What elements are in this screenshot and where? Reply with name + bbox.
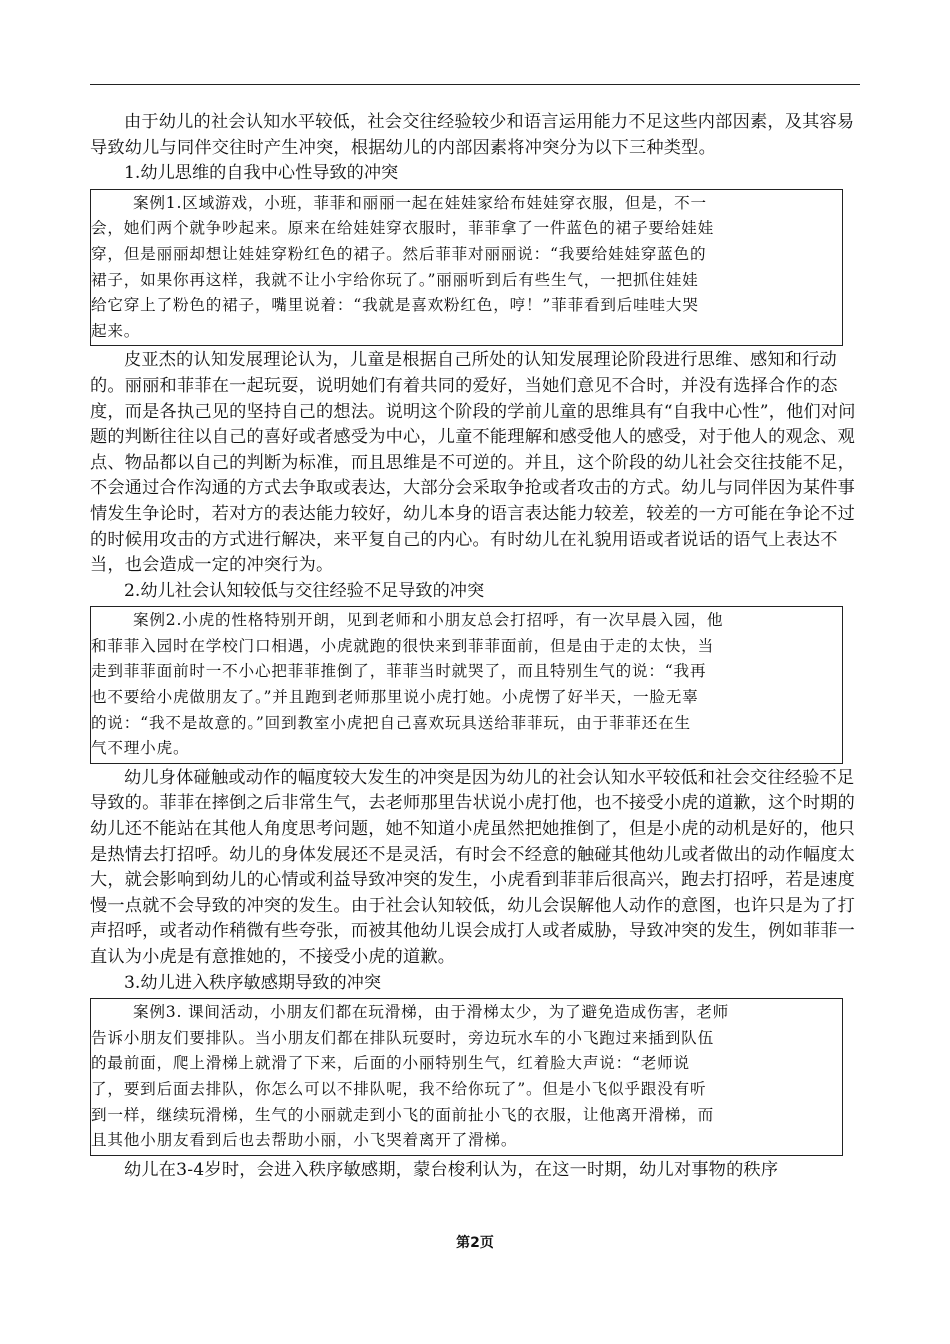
case3-line: 到一样，继续玩滑梯，生气的小丽就走到小飞的面前扯小飞的衣服，让他离开滑梯，而 (91, 1105, 714, 1124)
case2-line: 气不理小虎。 (91, 739, 190, 758)
analysis-paragraph-2: 幼儿身体碰触或动作的幅度较大发生的冲突是因为幼儿的社会认知水平较低和社会交往经验不足导致的。菲菲在摔倒之后非常生气，去老师那里告状说小虎打他，也不接受小虎的道歉，这个时期的幼儿还不能站在其他人角度思考问题，她不知道小虎虽然把她推倒了，但是小虎的动机是好的，他只是热情去打招呼。幼儿的身体发展还不是灵活，有时会不经意的触碰其他幼儿或者做出的动作幅度太大，就会影响到幼儿的心情或利益导致冲突的发生，小虎看到菲菲后很高兴，跑去打招呼，若是速度慢一点就不会导致的冲突的发生。由于社会认知较低，幼儿会误解他人动作的意图，也许只是为了打声招呼，或者动作稍微有些夸张，而被其他幼儿误会成打人或者威胁，导致冲突的发生，例如菲菲一直认为小虎是有意推她的，不接受小虎的道歉。 (90, 767, 856, 967)
analysis-paragraph-3: 幼儿在3-4岁时，会进入秩序敏感期，蒙台梭利认为，在这一时期，幼儿对事物的秩序 (124, 1159, 779, 1180)
case1-line: 裙子，如果你再这样，我就不让小宇给你玩了。”丽丽听到后有些生气，一把抓住娃娃 (91, 270, 699, 289)
case2-line: 案例2.小虎的性格特别开朗，见到老师和小朋友总会打招呼，有一次早晨入园，他 (133, 611, 724, 630)
case-box-1 (90, 189, 843, 347)
case3-line: 且其他小朋友看到后也去帮助小丽，小飞哭着离开了滑梯。 (91, 1131, 518, 1150)
case-box-3 (90, 998, 843, 1156)
case2-line: 的说：“我不是故意的。”回到教室小虎把自己喜欢玩具送给菲菲玩，由于菲菲还在生 (91, 713, 691, 732)
header-rule (90, 84, 860, 85)
page-number: 第2页 (456, 1235, 494, 1251)
section-heading-2: 2.幼儿社会认知较低与交往经验不足导致的冲突 (124, 580, 485, 601)
case3-line: 案例3. 课间活动，小朋友们都在玩滑梯，由于滑梯太少，为了避免造成伤害，老师 (133, 1003, 730, 1022)
case1-line: 给它穿上了粉色的裙子，嘴里说着：“我就是喜欢粉红色，哼！”菲菲看到后哇哇大哭 (91, 296, 699, 315)
case2-line: 也不要给小虎做朋友了。”并且跑到老师那里说小虎打她。小虎愣了好半天，一脸无辜 (91, 688, 699, 707)
page-body (90, 110, 870, 1183)
case2-line: 走到菲菲面前时一不小心把菲菲推倒了，菲菲当时就哭了，而且特别生气的说：“我再 (91, 662, 707, 681)
intro-paragraph: 由于幼儿的社会认知水平较低，社会交往经验较少和语言运用能力不足这些内部因素，及其容易导致幼儿与同伴交往时产生冲突，根据幼儿的内部因素将冲突分为以下三种类型。 (90, 112, 855, 158)
case-box-2 (90, 606, 843, 764)
analysis-paragraph-1: 皮亚杰的认知发展理论认为，儿童是根据自己所处的认知发展理论阶段进行思维、感知和行动的。丽丽和菲菲在一起玩耍，说明她们有着共同的爱好，当她们意见不合时，并没有选择合作的态度，而是各执己见的坚持自己的想法。说明这个阶段的学前儿童的思维具有“自我中心性”，他们对问题的判断往往以自己的喜好或者感受为中心，儿童不能理解和感受他人的感受，对于他人的观念、观点、物品都以自己的判断为标准，而且思维是不可逆的。并且，这个阶段的幼儿社会交往技能不足，不会通过合作沟通的方式去争取或表达，大部分会采取争抢或者攻击的方式。幼儿与同伴因为某件事情发生争论时，若对方的表达能力较好，幼儿本身的语言表达能力较差，较差的一方可能在争论不过的时候用攻击的方式进行解决，来平复自己的内心。有时幼儿在礼貌用语或者说话的语气上表达不当，也会造成一定的冲突行为。 (90, 350, 856, 576)
case3-line: 的最前面，爬上滑梯上就滑了下来，后面的小丽特别生气，红着脸大声说：“老师说 (91, 1054, 690, 1073)
section-heading-1: 1.幼儿思维的自我中心性导致的冲突 (124, 163, 399, 184)
case1-line: 会，她们两个就争吵起来。原来在给娃娃穿衣服时，菲菲拿了一件蓝色的裙子要给娃娃 (91, 219, 714, 238)
case3-line: 了，要到后面去排队，你怎么可以不排队呢，我不给你玩了”。但是小飞似乎跟没有听 (91, 1079, 707, 1098)
case1-line: 穿，但是丽丽却想让娃娃穿粉红色的裙子。然后菲菲对丽丽说：“我要给娃娃穿蓝色的 (91, 244, 707, 263)
case1-line: 起来。 (91, 321, 141, 340)
case2-line: 和菲菲入园时在学校门口相遇，小虎就跑的很快来到菲菲面前，但是由于走的太快，当 (91, 636, 714, 655)
case3-line: 告诉小朋友们要排队。当小朋友们都在排队玩耍时，旁边玩水车的小飞跑过来插到队伍 (91, 1028, 714, 1047)
case1-line: 案例1.区域游戏，小班，菲菲和丽丽一起在娃娃家给布娃娃穿衣服，但是，不一 (133, 193, 707, 212)
section-heading-3: 3.幼儿进入秩序敏感期导致的冲突 (124, 972, 382, 993)
